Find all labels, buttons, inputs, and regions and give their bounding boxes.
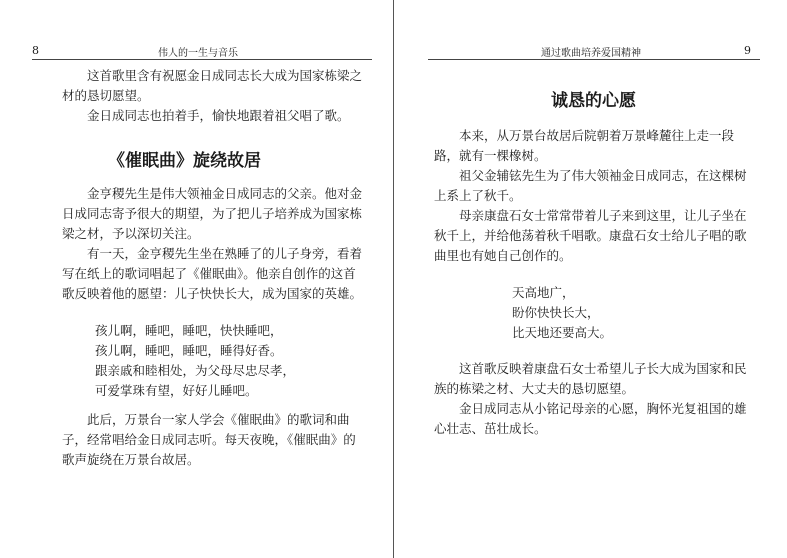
header-rule xyxy=(428,59,760,60)
paragraph: 有一天，金亨稷先生坐在熟睡了的儿子身旁，看着写在纸上的歌词唱起了《催眠曲》。他亲自创作的这首歌反映着他的愿望：儿子快快长大，成为国家的英雄。 xyxy=(62,246,363,301)
lyric-line: 孩儿啊，睡吧，睡吧，睡得好香。 xyxy=(95,343,283,358)
lyric-line: 可爱掌珠有望，好好儿睡吧。 xyxy=(95,383,258,398)
running-header: 通过歌曲培养爱国精神 xyxy=(541,48,641,59)
lullaby-lyrics xyxy=(95,321,295,401)
paragraph: 母亲康盘石女士常常带着儿子来到这里，让儿子坐在秋千上，并给他荡着秋千唱歌。康盘石女士给儿子唱的歌曲里也有她自己创作的。 xyxy=(434,208,747,263)
paragraph: 金日成同志也拍着手，愉快地跟着祖父唱了歌。 xyxy=(87,108,350,123)
paragraph: 本来，从万景台故居后院朝着万景峰麓往上走一段路，就有一棵橡树。 xyxy=(434,128,735,163)
lyric-line: 跟亲戚和睦相处，为父母尽忠尽孝， xyxy=(95,363,296,378)
paragraph: 这首歌反映着康盘石女士希望儿子长大成为国家和民族的栋梁之材、大丈夫的恳切愿望。 xyxy=(434,361,747,396)
lyric-line: 盼你快快长大， xyxy=(512,305,600,320)
paragraph: 此后，万景台一家人学会《催眠曲》的歌词和曲子，经常唱给金日成同志听。每天夜晚，《催眠曲》的歌声旋绕在万景台故居。 xyxy=(62,412,356,467)
running-header: 伟人的一生与音乐 xyxy=(158,48,238,59)
right-page xyxy=(394,0,787,558)
page-number: 9 xyxy=(744,44,751,57)
lyric-line: 比天地还要高大。 xyxy=(512,325,613,340)
section-title: 《催眠曲》旋绕故居 xyxy=(108,151,261,171)
paragraph: 金日成同志从小铭记母亲的心愿，胸怀光复祖国的雄心壮志、茁壮成长。 xyxy=(434,401,747,436)
paragraph: 祖父金辅铉先生为了伟大领袖金日成同志，在这棵树上系上了秋千。 xyxy=(434,168,747,203)
lyric-line: 孩儿啊，睡吧，睡吧，快快睡吧， xyxy=(95,323,283,338)
paragraph: 金亨稷先生是伟大领袖金日成同志的父亲。他对金日成同志寄予很大的期望，为了把儿子培养成为国家栋梁之材，予以深切关注。 xyxy=(62,186,363,241)
left-page xyxy=(0,0,393,558)
paragraph: 这首歌里含有祝愿金日成同志长大成为国家栋梁之材的恳切愿望。 xyxy=(62,68,363,103)
lyric-line: 天高地广， xyxy=(512,285,575,300)
song-lyrics xyxy=(512,283,612,343)
page-number: 8 xyxy=(32,44,39,57)
header-rule xyxy=(32,59,372,60)
section-title: 诚恳的心愿 xyxy=(551,91,636,111)
